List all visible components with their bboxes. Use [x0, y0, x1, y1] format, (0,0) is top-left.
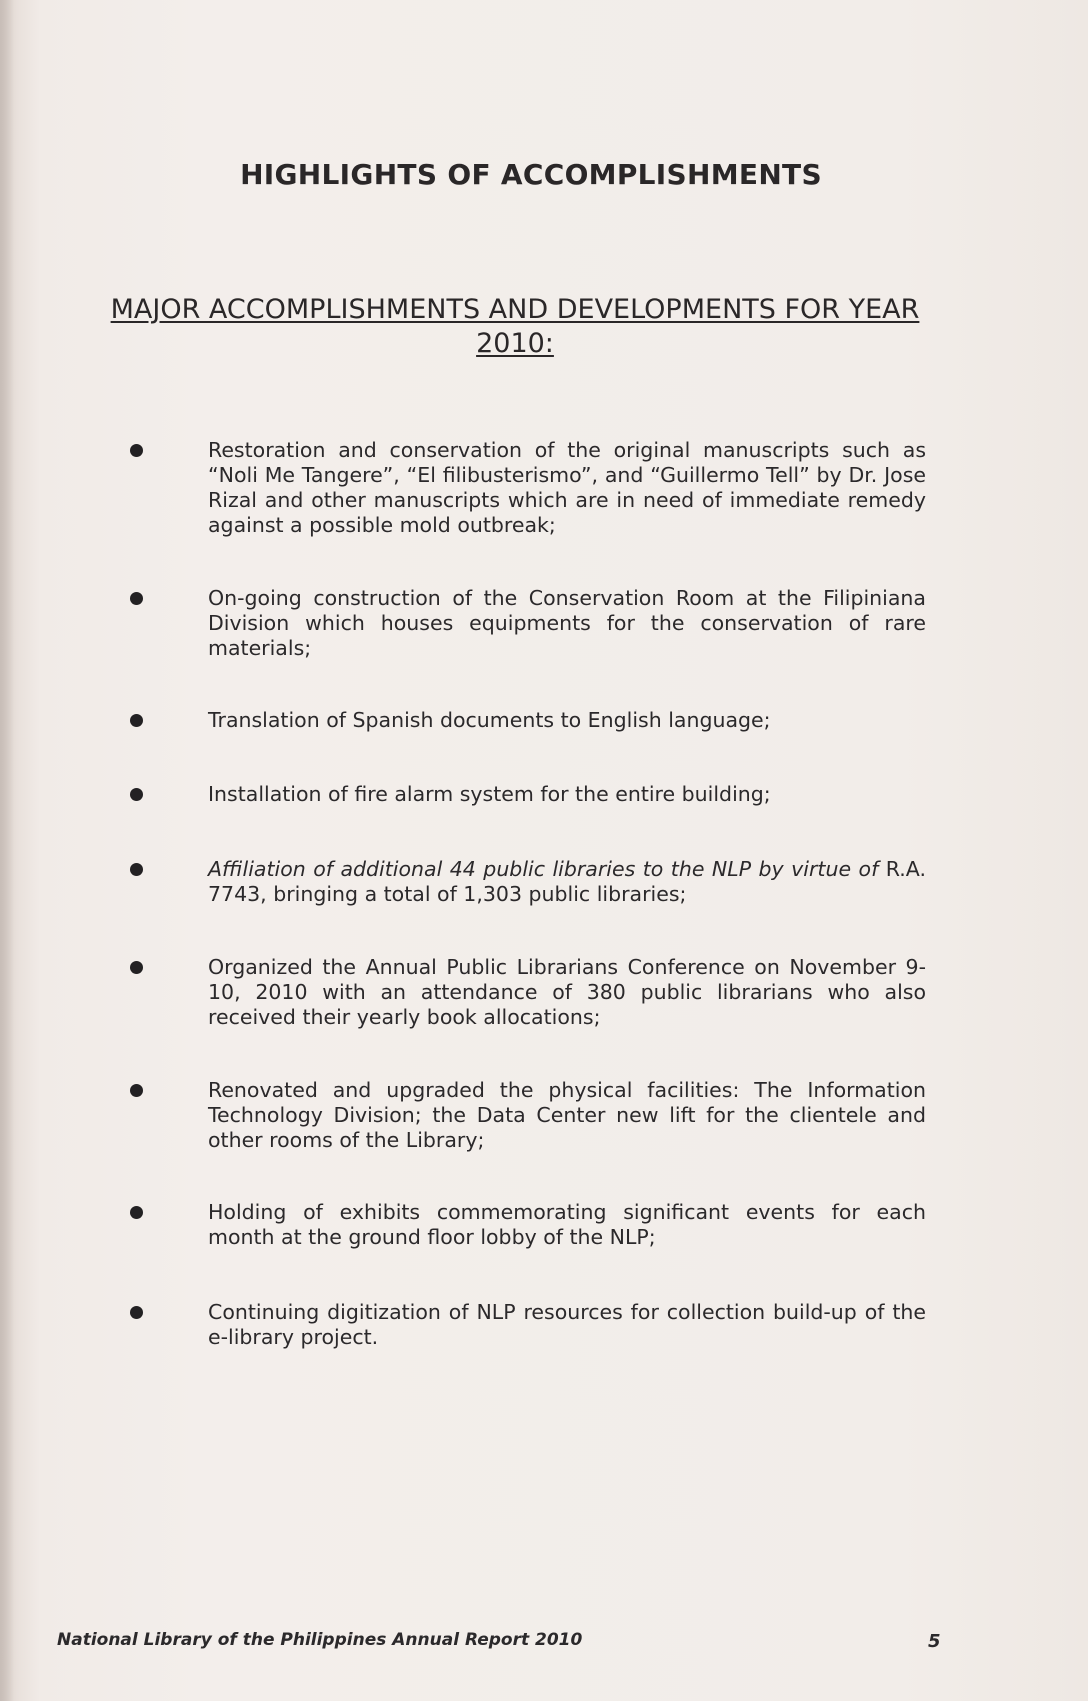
- list-item-rest: R.A. 7743, bringing a total of 1,303 public libraries;: [208, 857, 926, 906]
- list-item-text: Translation of Spanish documents to English language;: [208, 708, 771, 732]
- bullet-icon: [130, 1206, 143, 1219]
- list-item-italic-lead: Affiliation of additional 44 public libraries to the NLP by virtue of: [208, 857, 879, 881]
- section-heading: MAJOR ACCOMPLISHMENTS AND DEVELOPMENTS FOR YEAR 2010:: [110, 294, 920, 359]
- bullet-icon: [130, 1084, 143, 1097]
- list-item-text: [208, 857, 926, 907]
- bullet-icon: [130, 1306, 143, 1319]
- bullet-icon: [130, 961, 143, 974]
- page-number: 5: [928, 1631, 941, 1652]
- list-item-text: Renovated and upgraded the physical facilities: The Information Technology Division; the Data Center new lift for the clientele and other rooms of the Library;: [208, 1078, 926, 1152]
- list-item-text: Holding of exhibits commemorating significant events for each month at the ground floor lobby of the NLP;: [208, 1200, 926, 1249]
- bullet-icon: [130, 592, 143, 605]
- footer-publication: National Library of the Philippines Annual Report 2010: [57, 1630, 583, 1650]
- bullet-icon: [130, 788, 143, 801]
- bullet-icon: [130, 714, 143, 727]
- page-title: HIGHLIGHTS OF ACCOMPLISHMENTS: [240, 158, 822, 191]
- bullet-icon: [130, 863, 143, 876]
- bullet-icon: [130, 444, 143, 457]
- list-item-text: On-going construction of the Conservation Room at the Filipiniana Division which houses equipments for the conservation of rare materials;: [208, 586, 926, 660]
- list-item-text: Organized the Annual Public Librarians Conference on November 9-10, 2010 with an attendance of 380 public librarians who also received their yearly book allocations;: [208, 955, 926, 1029]
- list-item-text: Restoration and conservation of the original manuscripts such as “Noli Me Tangere”, “El filibusterismo”, and “Guillermo Tell” by Dr. Jose Rizal and other manuscripts which are in need of immediate remedy against a possible mold outbreak;: [208, 438, 926, 537]
- list-item-text: Continuing digitization of NLP resources for collection build-up of the e-library project.: [208, 1300, 926, 1349]
- list-item-text: Installation of fire alarm system for the entire building;: [208, 782, 771, 806]
